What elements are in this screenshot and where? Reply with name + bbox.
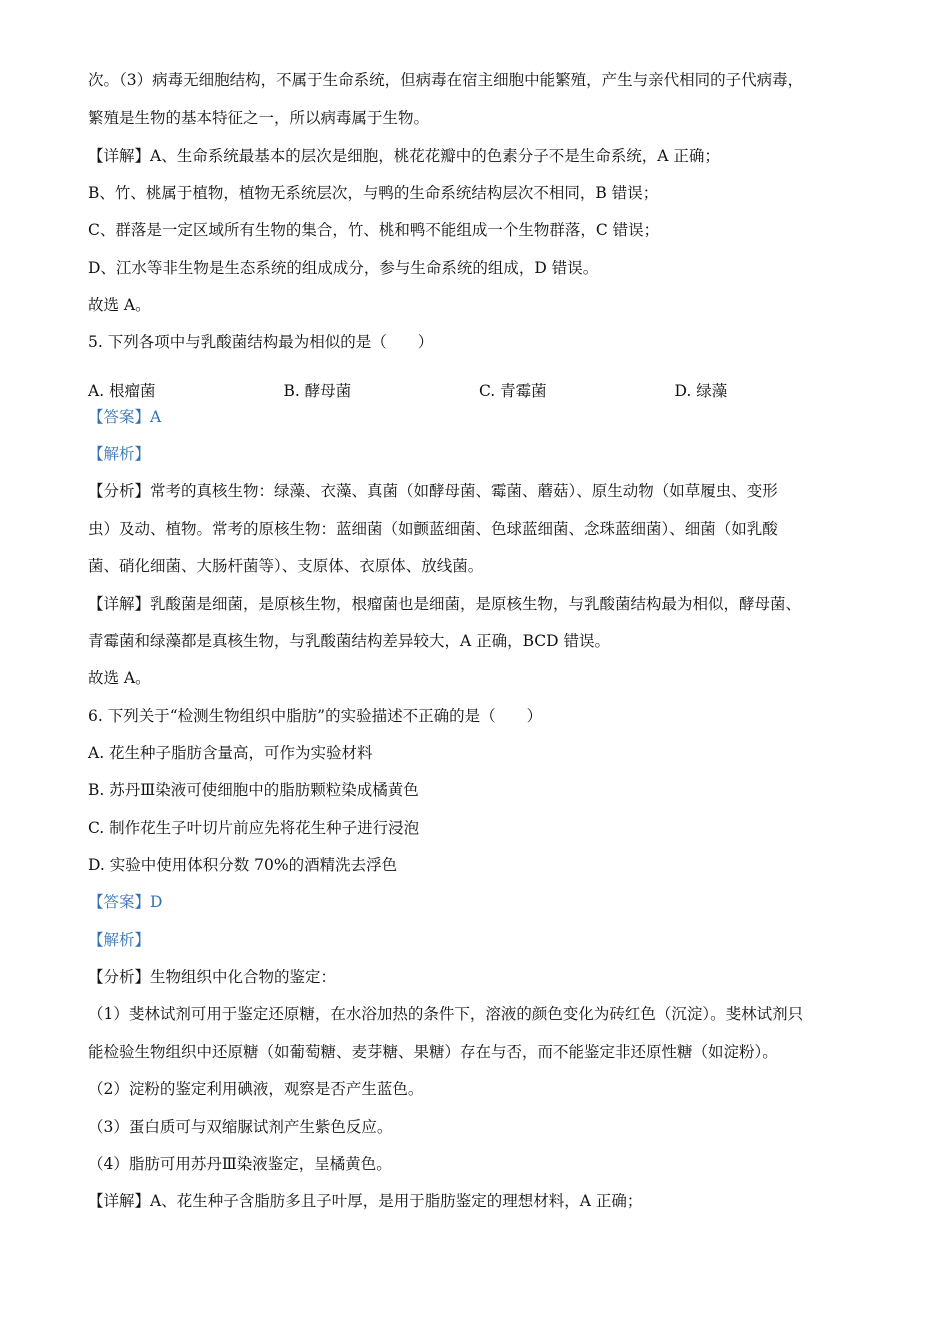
text-line: （4）脂肪可用苏丹Ⅲ染液鉴定，呈橘黄色。 (88, 1155, 392, 1173)
text-line: A. 花生种子脂肪含量高，可作为实验材料 (88, 744, 373, 762)
text-line: 5. 下列各项中与乳酸菌结构最为相似的是（ ） (88, 333, 434, 351)
text-line: 【分析】常考的真核生物：绿藻、衣藻、真菌（如酵母菌、霉菌、蘑菇）、原生动物（如草履虫、变形 (88, 482, 778, 500)
q5-option-d: D. 绿藻 (674, 382, 728, 400)
text-line: （3）蛋白质可与双缩脲试剂产生紫色反应。 (88, 1118, 393, 1136)
text-line: 【分析】生物组织中化合物的鉴定： (88, 968, 337, 986)
text-line: 【详解】A、花生种子含脂肪多且子叶厚，是用于脂肪鉴定的理想材料，A 正确； (88, 1192, 643, 1210)
text-line: C. 制作花生子叶切片前应先将花生种子进行浸泡 (88, 819, 420, 837)
text-line: D、江水等非生物是生态系统的组成成分，参与生命系统的组成，D 错误。 (88, 259, 599, 277)
text-line: （2）淀粉的鉴定利用碘液，观察是否产生蓝色。 (88, 1080, 424, 1098)
text-line: 次。（3）病毒无细胞结构，不属于生命系统，但病毒在宿主细胞中能繁殖，产生与亲代相同的子代病毒， (88, 71, 804, 89)
text-line: 菌、硝化细菌、大肠杆菌等）、支原体、衣原体、放线菌。 (88, 557, 484, 575)
text-line: 虫）及动、植物。常考的原核生物：蓝细菌（如颤蓝细菌、色球蓝细菌、念珠蓝细菌）、细菌（如乳酸 (88, 520, 778, 538)
text-line: 青霉菌和绿藻都是真核生物，与乳酸菌结构差异较大，A 正确，BCD 错误。 (88, 632, 611, 650)
text-line: 故选 A。 (88, 296, 151, 314)
text-line: 6. 下列关于“检测生物组织中脂肪”的实验描述不正确的是（ ） (88, 707, 543, 725)
section-label: 【解析】 (88, 445, 151, 463)
q5-options (88, 379, 870, 403)
text-line: 能检验生物组织中还原糖（如葡萄糖、麦芽糖、果糖）存在与否，而不能鉴定非还原性糖（如淀粉）。 (88, 1043, 778, 1061)
section-label: 【答案】A (88, 408, 162, 426)
text-line: 故选 A。 (88, 669, 151, 687)
text-line: B. 苏丹Ⅲ染液可使细胞中的脂肪颗粒染成橘黄色 (88, 781, 419, 799)
section-label: 【答案】D (88, 893, 163, 911)
text-line: （1）斐林试剂可用于鉴定还原糖，在水浴加热的条件下，溶液的颜色变化为砖红色（沉淀）。斐林试剂只 (88, 1005, 804, 1023)
text-line: C、群落是一定区域所有生物的集合，竹、桃和鸭不能组成一个生物群落，C 错误； (88, 221, 660, 239)
text-line: 【详解】乳酸菌是细菌，是原核生物，根瘤菌也是细菌，是原核生物，与乳酸菌结构最为相似，酵母菌、 (88, 595, 802, 613)
text-line: B、竹、桃属于植物，植物无系统层次，与鸭的生命系统结构层次不相同，B 错误； (88, 184, 659, 202)
text-line: D. 实验中使用体积分数 70%的酒精洗去浮色 (88, 856, 398, 874)
q5-option-a: A. 根瘤菌 (88, 382, 156, 400)
q5-option-c: C. 青霉菌 (479, 382, 547, 400)
q5-option-b: B. 酵母菌 (283, 382, 352, 400)
section-label: 【解析】 (88, 931, 151, 949)
text-line: 繁殖是生物的基本特征之一，所以病毒属于生物。 (88, 109, 430, 127)
text-line: 【详解】A、生命系统最基本的层次是细胞，桃花花瓣中的色素分子不是生命系统，A 正确； (88, 147, 720, 165)
